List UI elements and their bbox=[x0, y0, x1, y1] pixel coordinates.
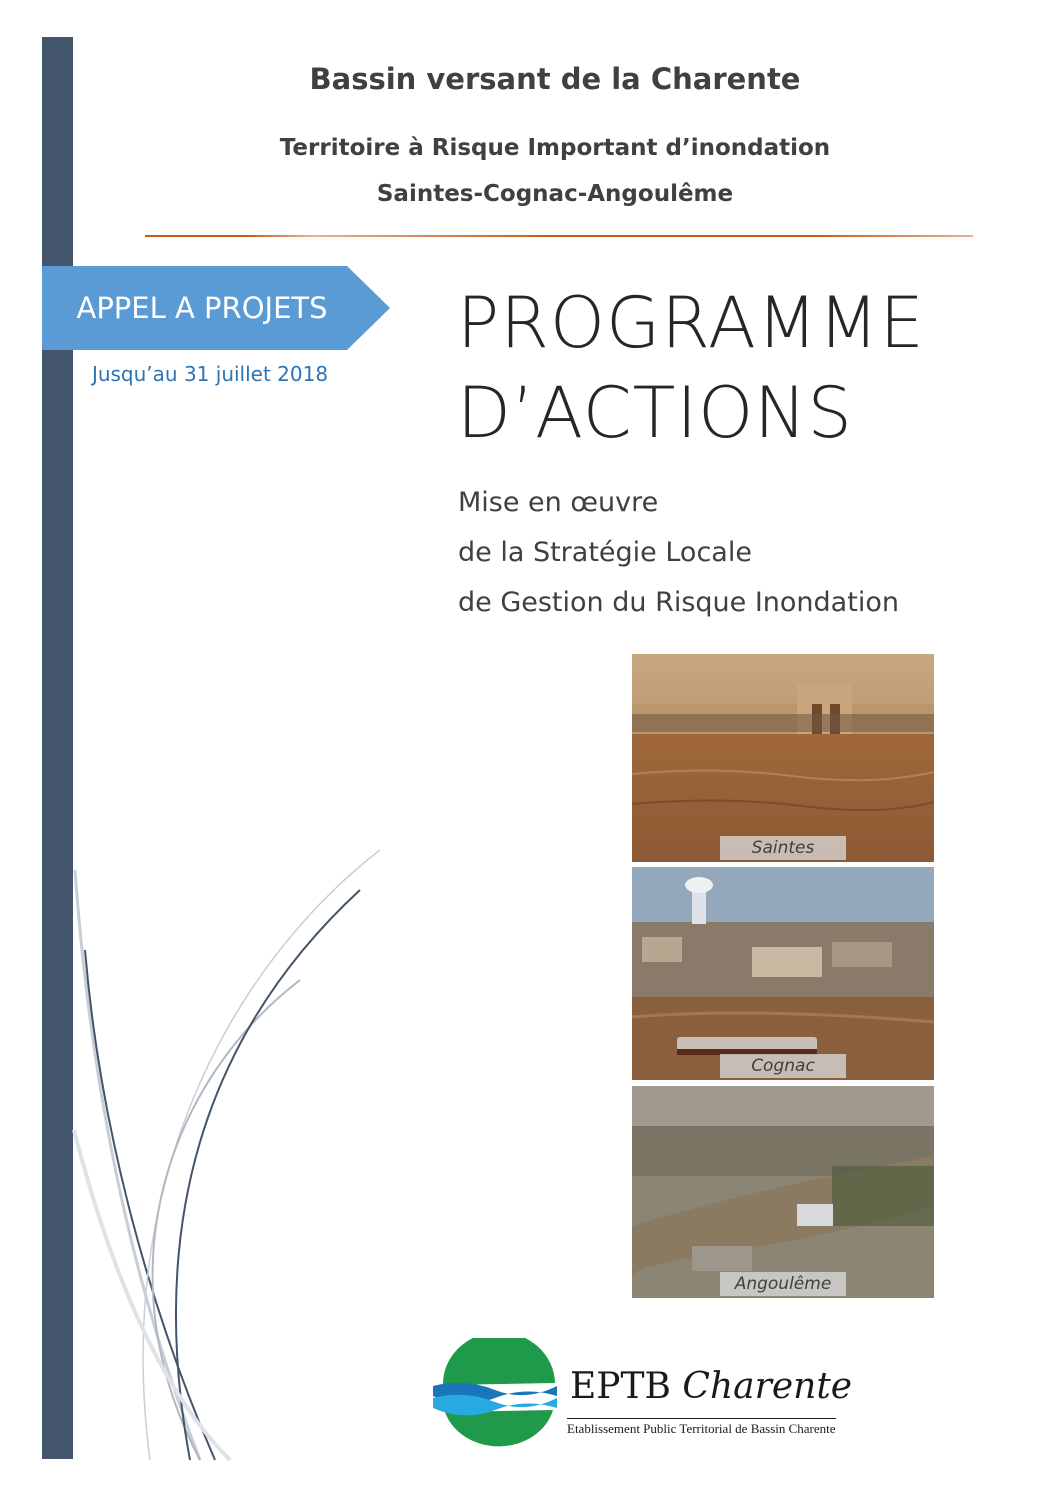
eptb-logo bbox=[430, 1338, 860, 1458]
photo-angouleme bbox=[632, 1086, 934, 1298]
photo-cognac bbox=[632, 867, 934, 1080]
photo-caption: Angoulême bbox=[720, 1272, 846, 1296]
subtitle-territory: Territoire à Risque Important d’inondation bbox=[279, 135, 831, 161]
photo-saintes bbox=[632, 654, 934, 862]
logo-tagline: Etablissement Public Territorial de Bassin Charente bbox=[567, 1418, 836, 1437]
logo-name: EPTB Charente bbox=[570, 1366, 853, 1407]
main-title bbox=[457, 278, 925, 458]
subtitle-cities: Saintes-Cognac-Angoulême bbox=[376, 181, 734, 207]
photo-caption: Saintes bbox=[720, 836, 846, 860]
subtitle-line: de la Stratégie Locale bbox=[458, 537, 752, 568]
deadline-text: Jusqu’au 31 juillet 2018 bbox=[91, 362, 329, 386]
page-title: Bassin versant de la Charente bbox=[309, 62, 801, 96]
banner-label: APPEL A PROJETS bbox=[76, 291, 328, 325]
decorative-curves bbox=[0, 830, 400, 1470]
subtitle-line: de Gestion du Risque Inondation bbox=[458, 587, 899, 618]
main-title-line1: PROGRAMME bbox=[457, 282, 925, 364]
call-for-projects-banner bbox=[42, 266, 390, 350]
main-subtitle bbox=[458, 478, 899, 628]
main-title-line2: D’ACTIONS bbox=[457, 372, 853, 454]
photo-caption: Cognac bbox=[720, 1054, 846, 1078]
header-divider bbox=[145, 235, 973, 237]
subtitle-line: Mise en œuvre bbox=[458, 487, 659, 518]
eptb-logo-icon bbox=[430, 1338, 560, 1458]
